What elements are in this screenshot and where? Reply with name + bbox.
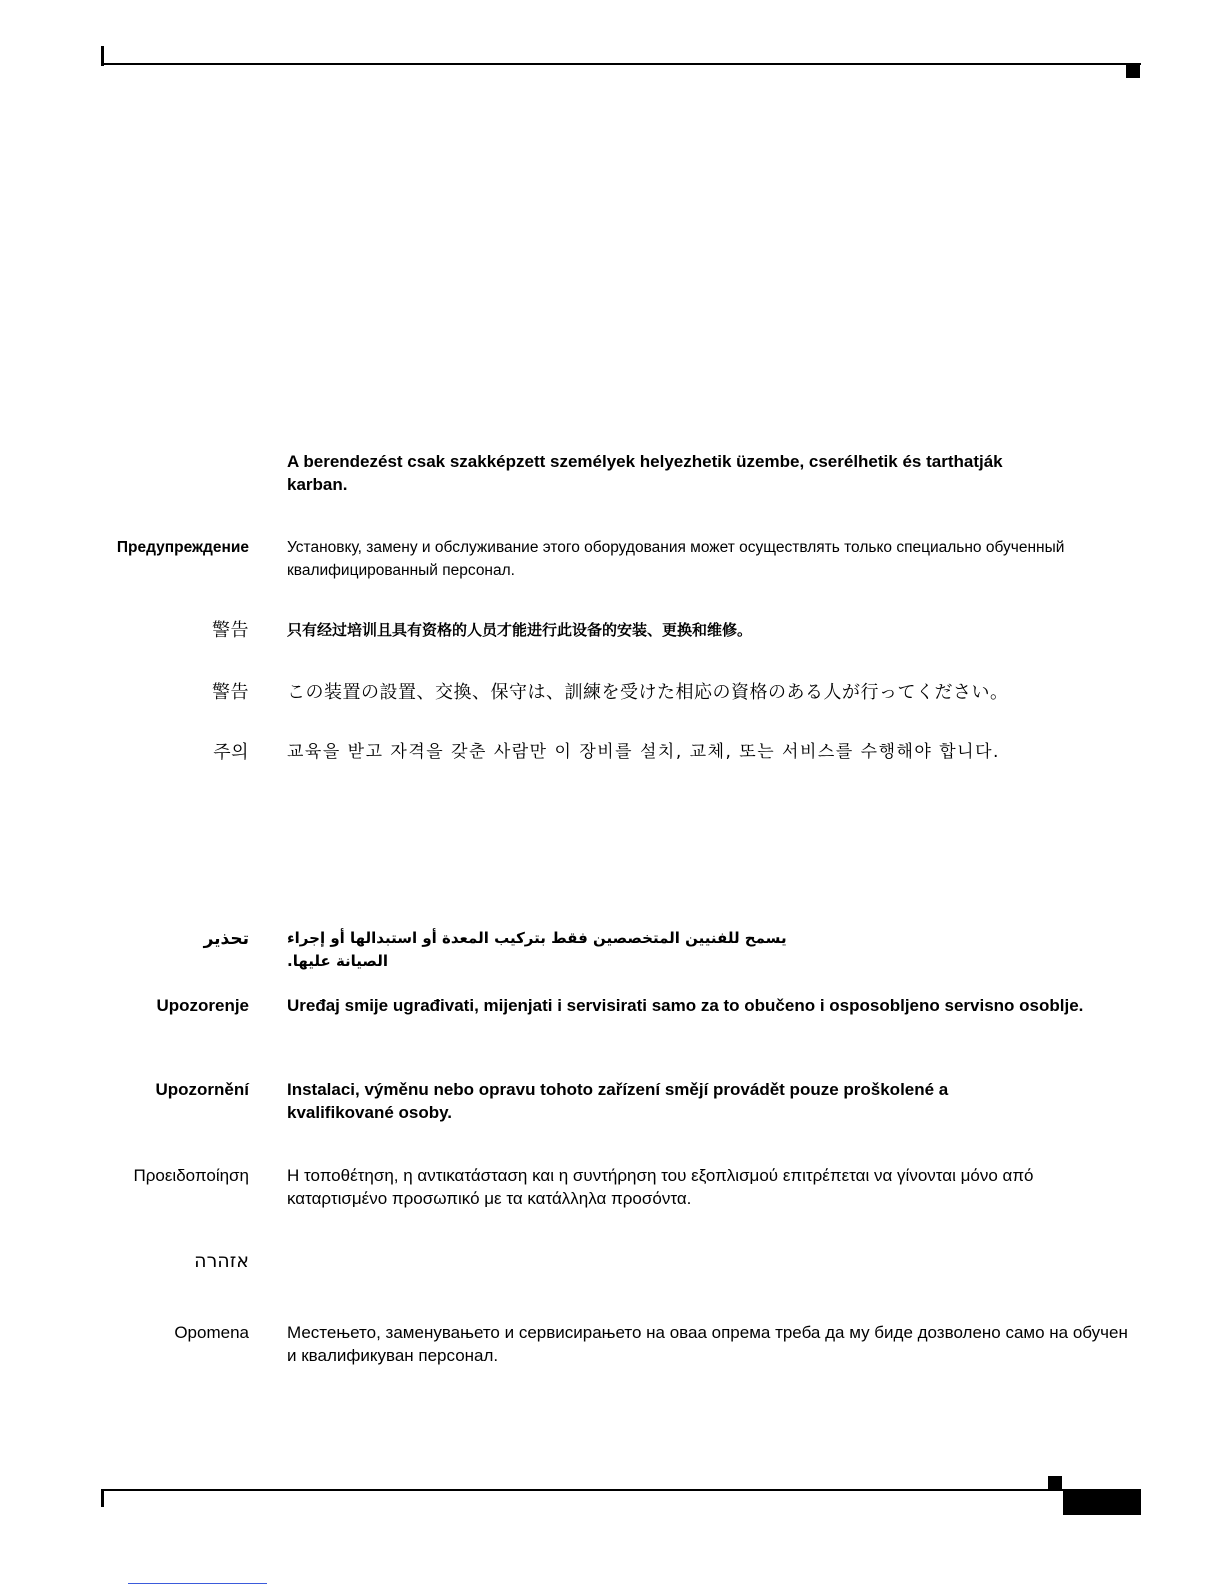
warning-label: Opomena: [174, 1323, 249, 1342]
warning-label: تحذير: [203, 929, 249, 949]
warning-text: 교육을 받고 자격을 갖춘 사람만 이 장비를 설치, 교체, 또는 서비스를 수행해야 합니다.: [287, 742, 1000, 762]
warning-label: Προειδοποίηση: [133, 1166, 249, 1185]
warning-text: Установку, замену и обслуживание этого оборудования может осуществлять только специально обученный квалифицированный персонал.: [287, 539, 1065, 579]
footer-link-underline[interactable]: [128, 1583, 267, 1584]
footer-square-marker: [1048, 1476, 1062, 1489]
warning-label: Upozornění: [155, 1080, 249, 1099]
header-rule: [101, 63, 1141, 65]
warning-label: 주의: [213, 742, 249, 763]
warning-label: Upozorenje: [156, 996, 249, 1015]
warning-label: 警告: [212, 682, 249, 703]
page-number-tab: [1063, 1491, 1141, 1515]
warning-label: אזהרה: [194, 1250, 249, 1272]
warning-label: 警告: [212, 620, 249, 641]
warning-text: Uređaj smije ugrađivati, mijenjati i servisirati samo za to obučeno i osposobljeno servisno osoblje.: [287, 996, 1084, 1015]
warning-text: A berendezést csak szakképzett személyek helyezhetik üzembe, cserélhetik és tarthatják karban.: [287, 452, 1003, 494]
footer-left-tick: [101, 1491, 104, 1507]
warning-text: 只有经过培训且具有资格的人员才能进行此设备的安装、更换和维修。: [287, 621, 753, 639]
header-square-marker: [1126, 65, 1140, 78]
warning-text: この装置の設置、交換、保守は、訓練を受けた相応の資格のある人が行ってください。: [287, 682, 1009, 703]
warning-text: Местењето, заменувањето и сервисирањето на оваа опрема треба да му биде дозволено само на обучен и квалификуван персонал.: [287, 1323, 1128, 1365]
warning-text: Η τοποθέτηση, η αντικατάσταση και η συντήρηση του εξοπλισμού επιτρέπεται να γίνονται μόνο από καταρτισμένο προσωπικό με τα κατάλληλα προσόντα.: [287, 1166, 1034, 1208]
warning-text: يسمح للفنيين المتخصصين فقط بتركيب المعدة أو استبدالها أو إجراء الصيانة عليها.: [287, 929, 787, 970]
warning-label: Предупреждение: [116, 539, 249, 556]
warning-text: Instalaci, výměnu nebo opravu tohoto zařízení smějí provádět pouze proškolené a kvalifikované osoby.: [287, 1080, 949, 1122]
footer-rule: [101, 1489, 1141, 1491]
